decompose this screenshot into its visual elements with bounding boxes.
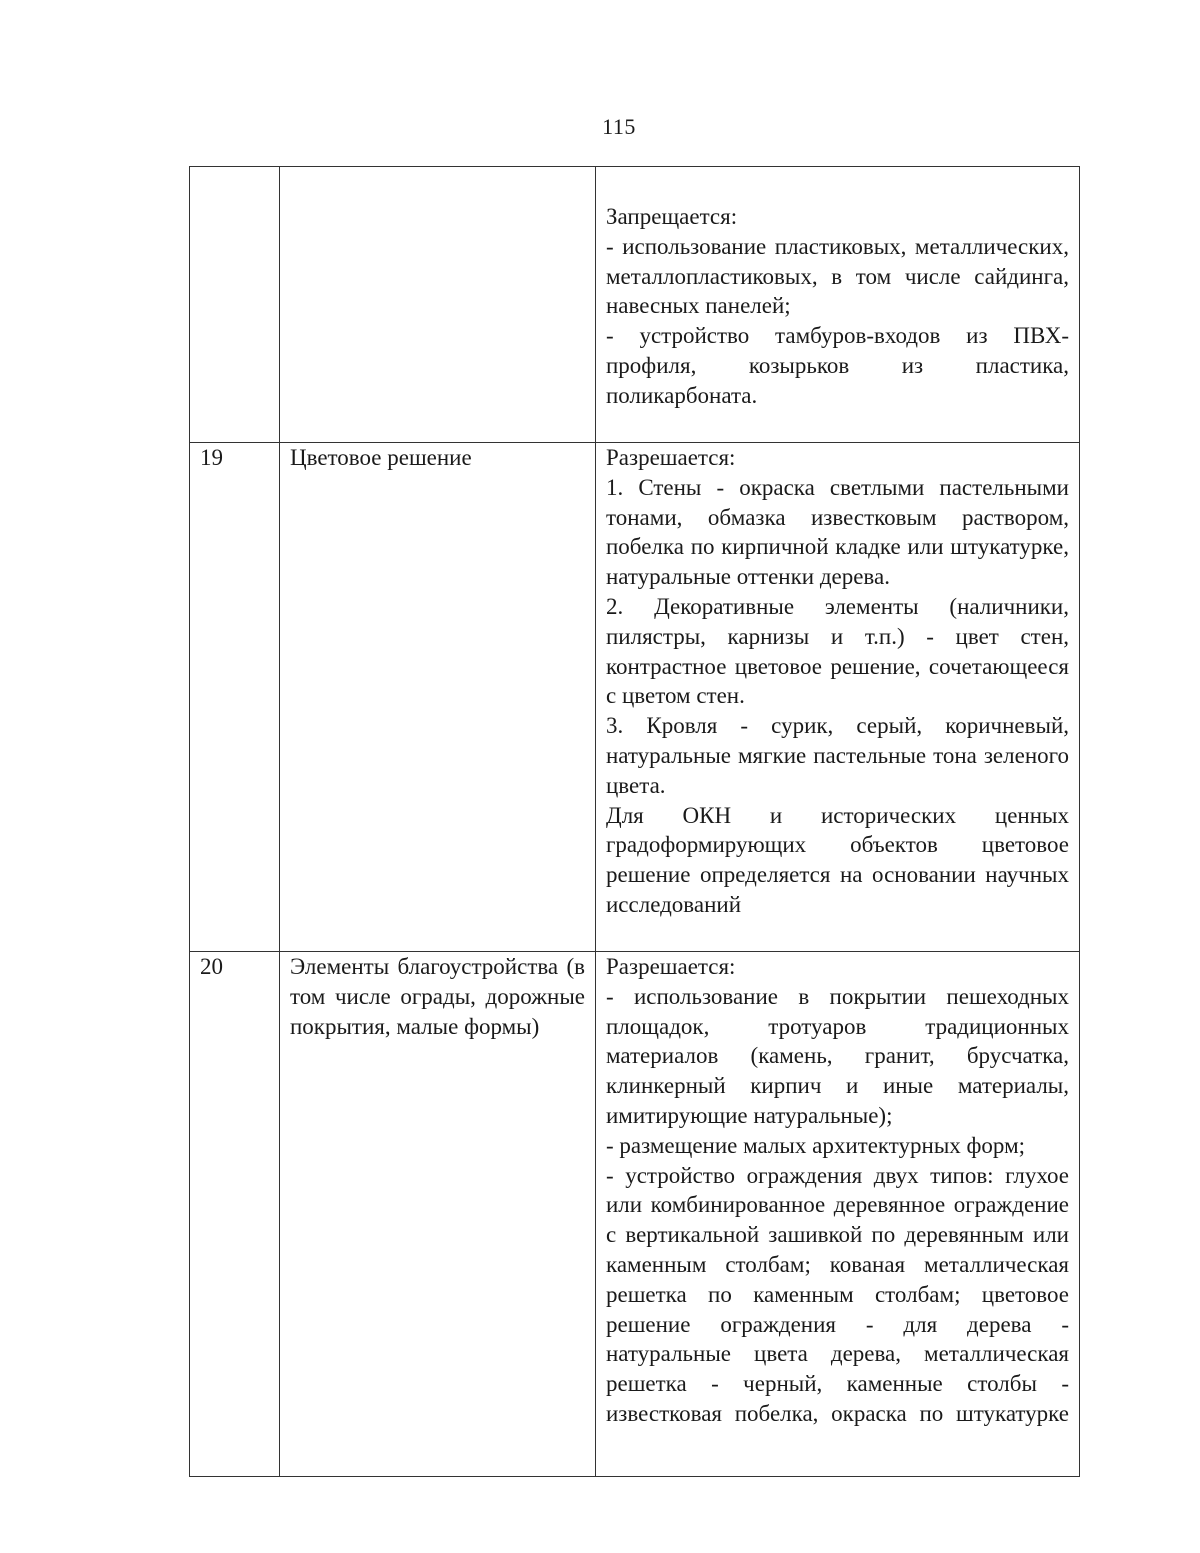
requirements-continued [606,952,1069,1476]
requirement-paragraph: - размещение малых архитектурных форм; [606,1132,1026,1158]
row-number-cell: 20 [190,952,280,1477]
table-row [190,167,1080,443]
requirement-paragraph: - использование пластиковых, металлических, металлопластиковых, в том числе сайдинга, навесных панелей; [606,233,1069,319]
row-requirements-cell [596,167,1080,443]
row-number-cell [190,167,280,443]
regulations-table [189,166,1080,1477]
requirement-paragraph: Разрешается: [606,445,736,470]
requirement-paragraph: Для ОКН и исторических ценных градоформирующих объектов цветовое решение определяется на основании научных исследований [606,802,1069,917]
requirement-paragraph: 1. Стены - окраска светлыми пастельными тонами, обмазка известковым раствором, побелка по кирпичной кладке или штукатурке, натуральные оттенки дерева. [606,474,1069,590]
requirement-paragraph: - устройство тамбуров-входов из ПВХ-профиля, козырьков из пластика, поликарбоната. [606,323,1069,408]
requirement-paragraph: Запрещается: [606,204,738,229]
requirement-paragraph: 3. Кровля - сурик, серый, коричневый, натуральные мягкие пастельные тона зеленого цвета. [606,713,1069,798]
row-name-cell: Элементы благоустройства (в том числе ограды, дорожные покрытия, малые формы) [280,952,596,1477]
requirement-paragraph: - устройство ограждения двух типов: глухое или комбинированное деревянное ограждение с вертикальной зашивкой по деревянным или каменным столбам; кованая металлическая решетка по каменным столбам; цветовое решение ограждения - для дерева - натуральные цвета дерева, металлическая решетка - черный, каменные столбы - известковая побелка, окраска по штукатурке [606,1162,1069,1426]
row-number-cell: 19 [190,443,280,952]
row-requirements-cell [596,952,1080,1477]
row-requirements-cell [596,443,1080,952]
row-name-cell [280,167,596,443]
requirement-paragraph: - использование в покрытии пешеходных площадок, тротуаров традиционных материалов (камень, гранит, брусчатка, клинкерный кирпич и иные материалы, имитирующие натуральные); [606,983,1069,1128]
table-row [190,952,1080,1477]
table-row [190,443,1080,952]
requirement-paragraph: Разрешается: [606,954,736,979]
row-name-cell: Цветовое решение [280,443,596,952]
page-number: 115 [602,114,636,139]
requirement-paragraph: 2. Декоративные элементы (наличники, пилястры, карнизы и т.п.) - цвет стен, контрастное цветовое решение, сочетающееся с цветом стен. [606,593,1069,709]
